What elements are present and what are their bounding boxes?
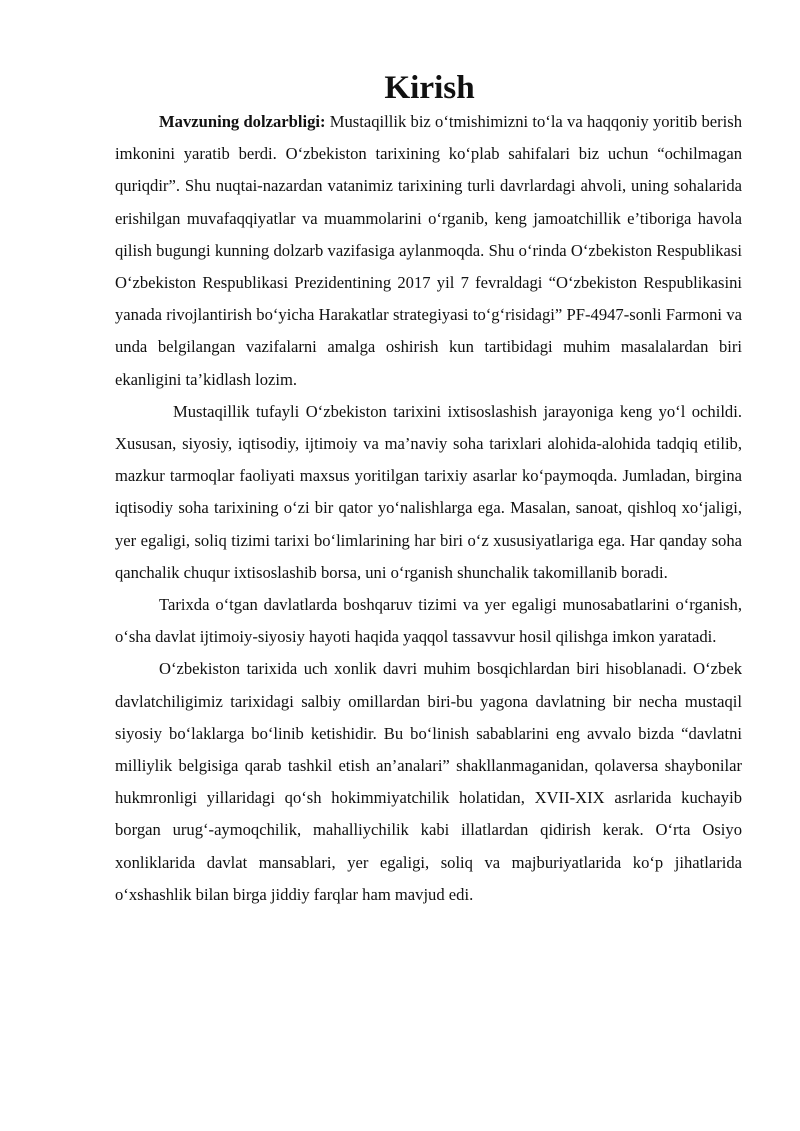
paragraph-specialization: [115, 396, 742, 589]
paragraph-khanates: [115, 653, 742, 911]
paragraph-text: Mustaqillik tufayli O‘zbekiston tarixini ixtisoslashish jarayoniga keng yo‘l ochildi. Xususan, siyosiy, iqtisodiy, ijtimoiy va ma’naviy soha tarixlari alohida-alohida tadqiq etilib, mazkur tarmoqlar faoliyati maxsus yoritilgan tarixiy asarlar ko‘paymoqda. Jumladan, birgina iqtisodiy soha tarixining o‘zi bir qator yo‘nalishlarga ega. Masalan, sanoat, qishloq xo‘jaligi, yer egaligi, soliq tizimi tarixi bo‘limlarining har biri o‘z xususiyatlariga ega. Har qanday soha qanchalik chuqur ixtisoslashib borsa, uni o‘rganish shunchalik takomillanib boradi.: [115, 401, 742, 582]
paragraph-text: Tarixda o‘tgan davlatlarda boshqaruv tizimi va yer egaligi munosabatlarini o‘rganish, o‘sha davlat ijtimoiy-siyosiy hayoti haqida yaqqol tassavvur hosil qilishga imkon yaratadi.: [115, 595, 742, 647]
page-title: Kirish: [384, 69, 475, 106]
paragraph-text: Mustaqillik biz o‘tmishimizni to‘la va haqqoniy yoritib berish imkonini yaratib berdi. O‘zbekiston tarixining ko‘plab sahifalari biz uchun “ochilmagan quriqdir”. Shu nuqtai-nazardan vatanimiz tarixining turli davrlardagi ahvoli, uning sohalarida erishilgan muvafaqqiyatlar va muammolarini o‘rganib, keng jamoatchillik e’tiboriga havola qilish bugungi kunning dolzarb vazifasiga aylanmoqda. Shu o‘rinda O‘zbekiston Respublikasi O‘zbekiston Respublikasi Prezidentining 2017 yil 7 fevraldagi “O‘zbekiston Respublikasini yanada rivojlantirish bo‘yicha Harakatlar strategiyasi to‘g‘risidagi” PF-4947-sonli Farmoni va unda belgilangan vazifalarni amalga oshirish kun tartibidagi muhim masalalardan biri ekanligini ta’kidlash lozim.: [115, 112, 742, 389]
document-page: [115, 69, 742, 911]
paragraph-governance: [115, 589, 742, 653]
paragraph-lead: Mavzuning dolzarbligi:: [159, 112, 326, 131]
paragraph-relevance: [115, 106, 742, 396]
paragraph-text: O‘zbekiston tarixida uch xonlik davri muhim bosqichlardan biri hisoblanadi. O‘zbek davlatchiligimiz tarixidagi salbiy omillardan biri-bu yagona davlatning bir necha mustaqil siyosiy bo‘laklarga bo‘linib ketishidir. Bu bo‘linish sabablarini eng avvalo bizda “davlatni milliylik belgisiga qarab tashkil etish an’analari” shakllanmaganidan, qolaversa shaybonilar hukmronligi yillaridagi qo‘sh hokimmiyatchilik holatidan, XVII-XIX asrlarida kuchayib borgan urug‘-aymoqchilik, mahalliychilik kabi illatlardan qidirish kerak. O‘rta Osiyo xonliklarida davlat mansablari, yer egaligi, soliq va majburiyatlarida ko‘p jihatlarida o‘xshashlik bilan birga jiddiy farqlar ham mavjud edi.: [115, 659, 742, 904]
